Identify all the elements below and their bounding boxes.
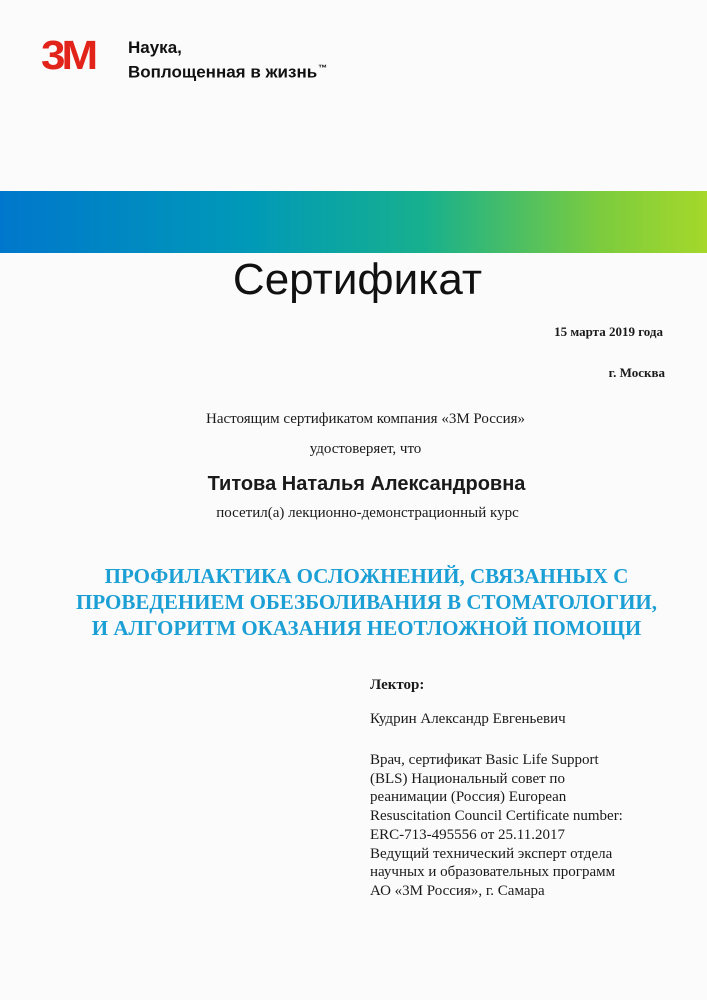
intro-line-2: удостоверяет, что (309, 441, 422, 457)
certificate-title: Сертификат (232, 255, 483, 304)
company-slogan (128, 37, 327, 83)
trademark-symbol: ™ (318, 63, 328, 73)
lector-label: Лектор: (370, 677, 425, 693)
lector-desc-line-1: Врач, сертификат Basic Life Support (370, 752, 599, 768)
slogan-line-2 (128, 58, 327, 83)
course-line-3: И АЛГОРИТМ ОКАЗАНИЯ НЕОТЛОЖНОЙ ПОМОЩИ (91, 616, 642, 640)
gradient-band (0, 191, 707, 253)
3m-logo: 3M (41, 33, 95, 79)
lector-desc-line-4: Resuscitation Council Certificate number: (370, 808, 623, 825)
lector-desc-line-6: Ведущий технический эксперт отдела (370, 845, 613, 862)
intro-line-1: Настоящим сертификатом компания «3М Россия» (205, 411, 525, 427)
lector-desc-line-5: ERC-713-495556 от 25.11.2017 (370, 826, 565, 843)
slogan-line-1: Наука, (128, 38, 182, 57)
lector-name: Кудрин Александр Евгеньевич (370, 711, 566, 727)
recipient-name: Титова Наталья Александровна (207, 473, 526, 495)
issue-city: г. Москва (608, 365, 665, 380)
attended-line: посетил(а) лекционно-демонстрационный курс (216, 505, 519, 521)
lector-desc-line-8: АО «3М Россия», г. Самара (370, 882, 545, 899)
course-line-1: ПРОФИЛАКТИКА ОСЛОЖНЕНИЙ, СВЯЗАННЫХ С (104, 564, 629, 588)
course-line-2: ПРОВЕДЕНИЕМ ОБЕЗБОЛИВАНИЯ В СТОМАТОЛОГИИ, (75, 590, 657, 614)
slogan-line-2-text: Воплощенная в жизнь (128, 62, 318, 82)
course-title (0, 563, 707, 641)
lector-desc-line-2: (BLS) Национальный совет по (370, 770, 565, 787)
lector-desc-line-7: научных и образовательных программ (370, 864, 616, 881)
issue-date: 15 марта 2019 года (554, 324, 663, 339)
lector-description (370, 751, 623, 901)
lector-desc-line-3: реанимации (Россия) European (370, 789, 567, 806)
